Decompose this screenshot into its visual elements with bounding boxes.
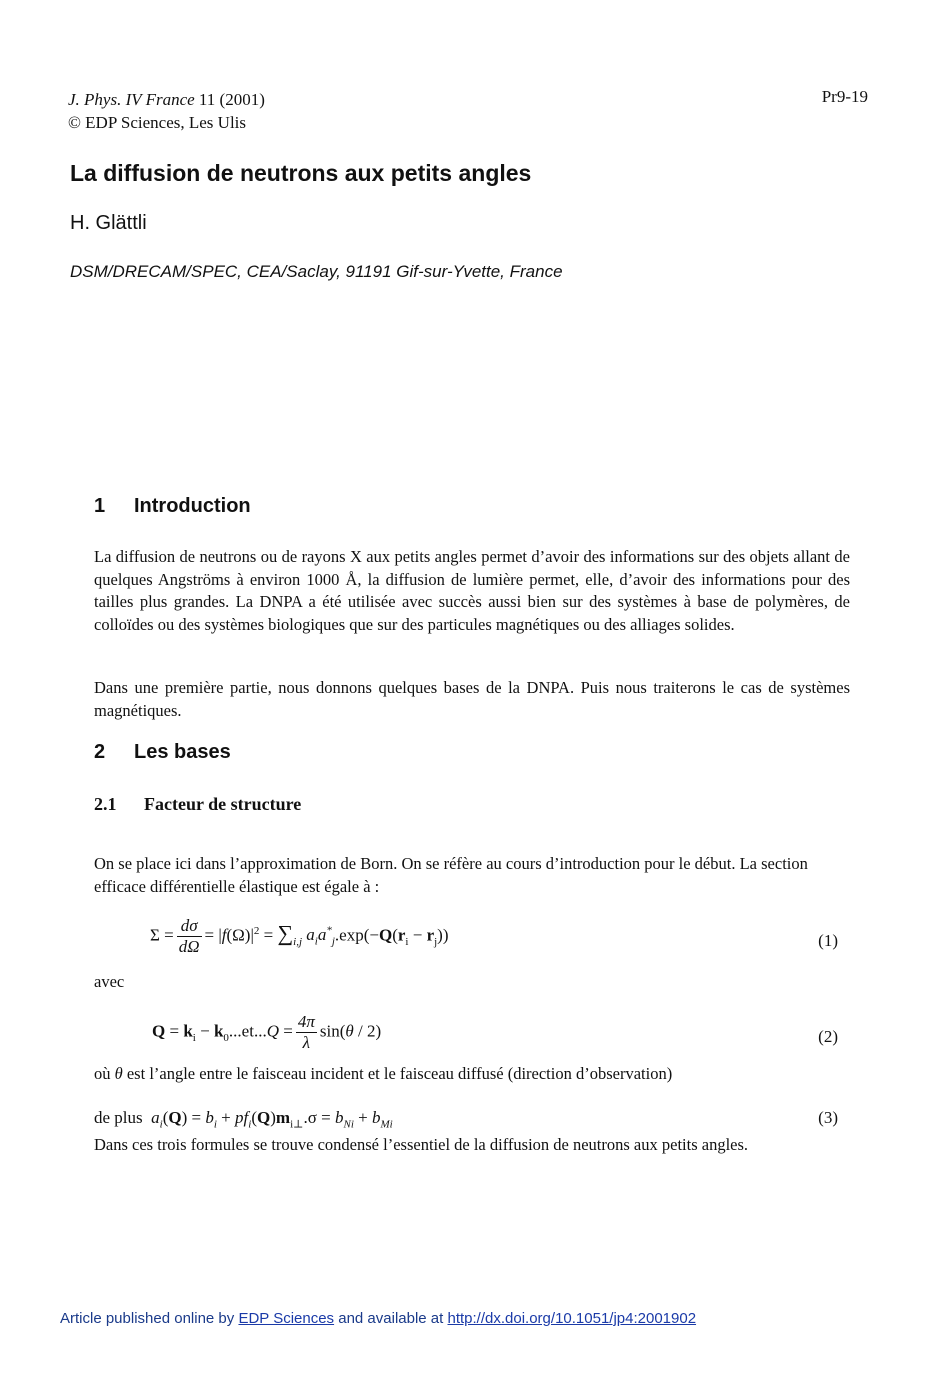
equation-2-number: (2) xyxy=(818,1027,838,1046)
section-number: 2 xyxy=(94,741,106,763)
section-number: 1 xyxy=(94,495,106,517)
intro-paragraph-2: Dans une première partie, nous donnons quelques bases de la DNPA. Puis nous traiterons le cas de systèmes magnétiques. xyxy=(94,678,850,720)
journal-citation xyxy=(68,88,265,134)
bases-paragraph: On se place ici dans l’approximation de Born. On se réfère au cours d’introduction pour le début. La section efficace différentielle élastique est égale à : xyxy=(94,854,808,896)
theta-description: est l’angle entre le faisceau incident et le faisceau diffusé (direction d’observation) xyxy=(126,1064,673,1083)
closing-paragraph: Dans ces trois formules se trouve condensé l’essentiel de la diffusion de neutrons aux petits angles. xyxy=(94,1135,749,1154)
author: H. Glättli xyxy=(70,212,147,234)
affiliation: DSM/DRECAM/SPEC, CEA/Saclay, 91191 Gif-sur-Yvette, France xyxy=(70,262,563,281)
journal-volume: 11 (2001) xyxy=(198,90,265,109)
section-heading-introduction xyxy=(94,495,251,518)
footer-prefix: Article published online by xyxy=(60,1310,235,1327)
subsection-heading xyxy=(94,794,301,815)
equation-1-number: (1) xyxy=(818,931,838,950)
footer-middle: and available at xyxy=(338,1310,444,1327)
equation-3-number: (3) xyxy=(818,1108,838,1127)
equation-3: de plus $a_i(Q) = b_i + pf_i(Q)m_{i\perp}.\sigma = b_{Ni} + b_{Mi}$ xyxy=(94,1108,393,1131)
ou-label: où xyxy=(94,1064,111,1083)
section-title: Introduction xyxy=(134,495,251,517)
subsection-title: Facteur de structure xyxy=(144,794,302,814)
doi-link[interactable]: http://dx.doi.org/10.1051/jp4:2001902 xyxy=(447,1310,697,1327)
avec-label: avec xyxy=(94,972,125,991)
page-number: Pr9-19 xyxy=(821,87,868,106)
intro-paragraph-1: La diffusion de neutrons ou de rayons X aux petits angles permet d’avoir des informations sur des objets allant de quelques Angströms à environ 1000 Å, la diffusion de lumière permet, elle, d’avoir des informations pour des tailles plus grandes. La DNPA a été utilisée avec succès aussi bien sur des systèmes à base de polymères, de colloïdes ou des systèmes biologiques que sur des particules magnétiques ou des alliages solides. xyxy=(94,547,850,634)
journal-line xyxy=(68,88,265,111)
equation-1: Σ = $\frac{d\sigma}{d\Omega}$ = $|f(\Omega)|^2 = \sum_{i,j}$ $a_ia^*_j.\exp(-Q(r_i - r_j))$ xyxy=(150,916,449,956)
section-title: Les bases xyxy=(134,741,231,763)
publisher-link[interactable]: EDP Sciences xyxy=(238,1310,335,1327)
theta-line: où θ est l’angle entre le faisceau incident et le faisceau diffusé (direction d’observation) xyxy=(94,1064,673,1083)
section-heading-bases xyxy=(94,741,231,764)
equation-2: $Q = k_i - k_0...et...Q$ = $\frac{4\pi}{\lambda}$ sin(θ / 2) xyxy=(152,1012,382,1052)
paper-title: La diffusion de neutrons aux petits angles xyxy=(70,160,532,186)
subsection-number: 2.1 xyxy=(94,794,117,814)
publisher-line: © EDP Sciences, Les Ulis xyxy=(68,113,247,132)
de-plus-label: de plus xyxy=(94,1108,143,1127)
footer-availability xyxy=(60,1310,696,1327)
journal-name: J. Phys. IV France xyxy=(68,90,195,109)
